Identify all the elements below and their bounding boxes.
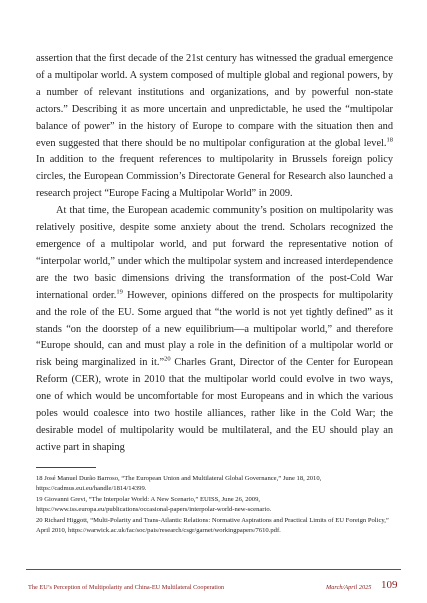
paragraph-2-text-b: However, opinions differed on the prospects for multipolarity and the role of the EU. Some argued that “the world is not yet tightly defined” as it stands “on the doorstep of a new equilibrium—a multipolar world,” and therefore “Europe should, can and must play a role in the definition of a multipolar world or risk being marginalized in it.”: [36, 289, 393, 369]
paragraph-2-text-c: Charles Grant, Director of the Center for European Reform (CER), wrote in 2010 that the multipolar world could evolve in two ways, one of which would be uncomfortable for most Europeans and in which the various poles would coalesce into two hostile alliances, rather like in the Cold War; the desirable model of multipolarity would be multilateral, and the EU should play an active part in shaping: [36, 357, 393, 453]
footnote-divider: [36, 467, 96, 468]
page-number: 109: [381, 579, 398, 591]
footnote-ref-20[interactable]: 20: [164, 355, 171, 363]
footnote-20: 20 Richard Higgott, “Multi-Polarity and Trans-Atlantic Relations: Normative Aspirations and Practical Limits of EU Foreign Policy,” April 2010, https://warwick.ac.uk/fac/soc/pais/research/csgr/garnet/workingpapers/7610.pdf.: [36, 516, 389, 535]
footer-issue-date: March/April 2025: [326, 584, 372, 591]
footer-article-title: The EU’s Perception of Multipolarity and China-EU Multilateral Cooperation: [28, 584, 225, 591]
paragraph-1: [36, 51, 393, 203]
main-text: [36, 51, 393, 457]
footnote-ref-19[interactable]: 19: [116, 288, 123, 296]
footnote-ref-18[interactable]: 18: [386, 136, 393, 144]
paragraph-1-text-a: assertion that the first decade of the 21st century has witnessed the gradual emergence of a multipolar world. A system composed of multiple global and regional powers, by a number of relevant institutions and organizations, and by powerful non-state actors.” Describing it as more uncertain and unpredictable, he used the “multipolar balance of power” in the history of Europe to compare with the situation then and even suggested that there should be no multipolar configuration at the global level.: [36, 53, 393, 149]
footnote-18: 18 José Manuel Durão Barroso, “The European Union and Multilateral Global Governance,” June 18, 2010, https://cadmus.eui.eu/handle/1814/14399.: [36, 475, 322, 493]
paragraph-2-text-a: At that time, the European academic community’s position on multipolarity was relatively positive, despite some anxiety about the trend. Scholars recognized the emergence of a multipolar world, and put forward the representative notion of “interpolar world,” under which the multipolar system and increased interdependence are the two basic dimensions driving the transformation of the post-Cold War international order.: [36, 205, 393, 301]
footer-divider: [26, 569, 401, 570]
paragraph-2: [36, 203, 393, 457]
paragraph-1-text-b: In addition to the frequent references to multipolarity in Brussels foreign policy circles, the European Commission’s Directorate General for Research also launched a research project “Europe Facing a Multipolar World” in 2009.: [36, 154, 393, 200]
footnote-19: 19 Giovanni Grevi, “The Interpolar World: A New Scenario,” EUISS, June 26, 2009, https://www.iss.europa.eu/publications/occasional-papers/interpolar-world-new-scenario.: [36, 495, 272, 514]
footnotes: [36, 474, 393, 536]
